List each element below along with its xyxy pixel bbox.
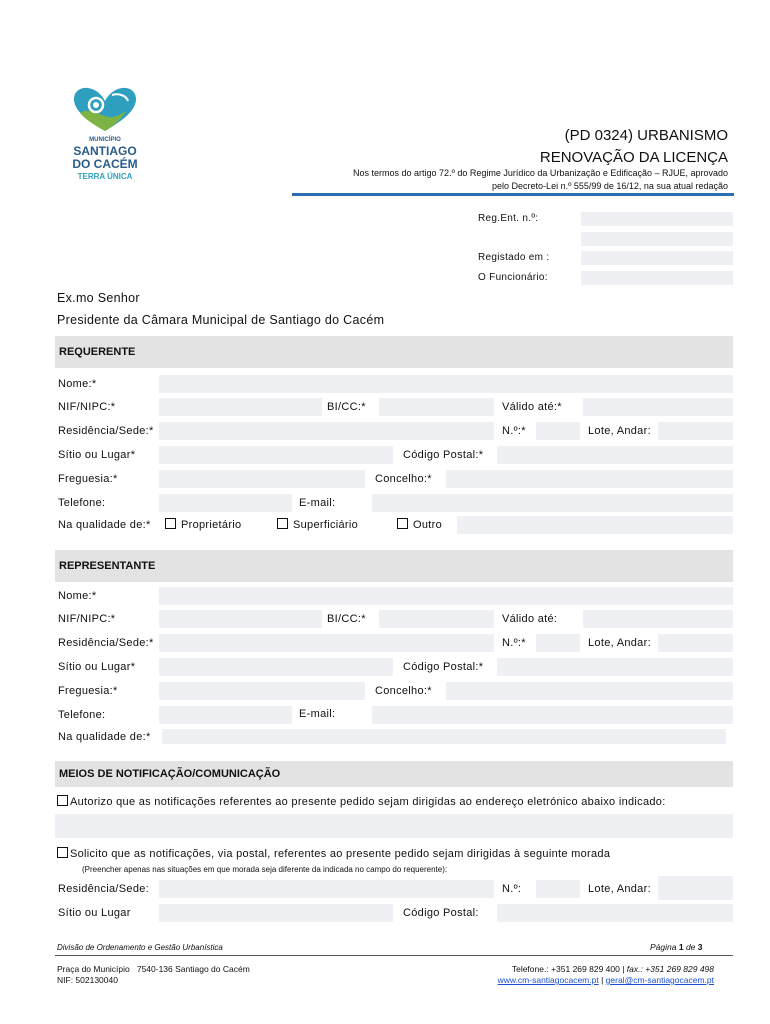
notif-lote-field[interactable] <box>658 876 733 900</box>
footer-phone: Telefone.: +351 269 829 400 | <box>511 964 625 974</box>
rep-residencia-field[interactable] <box>159 634 494 652</box>
header-rule <box>292 193 734 196</box>
rep-concelho-label: Concelho:* <box>375 685 432 697</box>
notif-note: (Preencher apenas nas situações em que morada seja diferente da indicada no campo do requerente): <box>82 865 448 874</box>
footer-rule <box>55 955 733 956</box>
page-number: 1 <box>678 942 684 952</box>
reg-ent-label: Reg.Ent. n.º: <box>478 213 539 224</box>
rep-email-label: E-mail: <box>299 708 336 720</box>
checkbox-icon[interactable] <box>277 518 288 529</box>
logo-heart-icon <box>68 85 142 135</box>
rep-valido-label: Válido até: <box>502 613 558 625</box>
email-link[interactable]: geral@cm-santiagocacem.pt <box>605 975 714 985</box>
notif-email-field[interactable] <box>55 814 733 838</box>
rep-valido-field[interactable] <box>583 610 733 628</box>
rep-sitio-field[interactable] <box>159 658 393 676</box>
reg-ent-field-2[interactable] <box>581 232 733 246</box>
reg-ent-field[interactable] <box>581 212 733 226</box>
req-nome-label: Nome:* <box>58 378 97 390</box>
footer-division: Divisão de Ordenamento e Gestão Urbanística <box>57 943 223 952</box>
footer-links <box>498 975 714 985</box>
website-link[interactable]: www.cm-santiagocacem.pt <box>497 975 599 985</box>
req-nif-field[interactable] <box>159 398 322 416</box>
notif-residencia-field[interactable] <box>159 880 494 898</box>
req-lote-label: Lote, Andar: <box>588 425 651 437</box>
rep-lote-field[interactable] <box>658 634 733 652</box>
requerente-section-header: REQUERENTE <box>55 336 733 368</box>
page-de: de <box>685 942 696 952</box>
notif-sitio-field[interactable] <box>159 904 393 922</box>
registado-em-label: Registado em : <box>478 252 550 263</box>
footer-contacts <box>512 964 714 974</box>
rep-nome-field[interactable] <box>159 587 733 605</box>
req-concelho-label: Concelho:* <box>375 473 432 485</box>
rep-sitio-label: Sítio ou Lugar* <box>58 661 136 673</box>
opt-outro-label: Outro <box>413 519 443 531</box>
funcionario-field[interactable] <box>581 271 733 285</box>
notif-codigo-postal-label: Código Postal: <box>403 907 479 919</box>
notif-numero-field[interactable] <box>536 880 580 898</box>
checkbox-icon[interactable] <box>165 518 176 529</box>
rep-nif-label: NIF/NIPC:* <box>58 613 116 625</box>
rep-qualidade-field[interactable] <box>162 729 726 744</box>
checkbox-icon[interactable] <box>57 847 68 858</box>
document-subtitle: RENOVAÇÃO DA LICENÇA <box>539 149 728 166</box>
rep-nif-field[interactable] <box>159 610 322 628</box>
registado-em-field[interactable] <box>581 251 733 265</box>
req-telefone-label: Telefone: <box>58 497 106 509</box>
addressee-salutation: Ex.mo Senhor <box>57 291 140 305</box>
representante-section-header: REPRESENTANTE <box>55 550 733 582</box>
req-opt-superficiario[interactable] <box>277 518 358 531</box>
rep-freguesia-label: Freguesia:* <box>58 685 118 697</box>
footer-page-indicator <box>650 942 703 952</box>
funcionario-label: O Funcionário: <box>478 272 548 283</box>
rep-freguesia-field[interactable] <box>159 682 365 700</box>
logo-do-cacem: DO CACÉM <box>72 157 138 171</box>
req-nif-label: NIF/NIPC:* <box>58 401 116 413</box>
opt-superficiario-label: Superficiário <box>293 519 359 531</box>
req-codigo-postal-field[interactable] <box>497 446 733 464</box>
req-freguesia-label: Freguesia:* <box>58 473 118 485</box>
rep-email-field[interactable] <box>372 706 733 724</box>
notif-numero-label: N.º: <box>502 883 522 895</box>
rep-numero-field[interactable] <box>536 634 580 652</box>
notif-lote-label: Lote, Andar: <box>588 883 651 895</box>
checkbox-icon[interactable] <box>397 518 408 529</box>
req-valido-label: Válido até:* <box>502 401 562 413</box>
rep-lote-label: Lote, Andar: <box>588 637 651 649</box>
notif-opt-email[interactable] <box>57 795 666 808</box>
req-valido-field[interactable] <box>583 398 733 416</box>
req-nome-field[interactable] <box>159 375 733 393</box>
addressee-recipient: Presidente da Câmara Municipal de Santiago do Cacém <box>57 313 385 327</box>
notif-opt-email-label: Autorizo que as notificações referentes ao presente pedido sejam dirigidas ao endereço eletrónico abaixo indicado: <box>70 796 666 808</box>
rep-codigo-postal-field[interactable] <box>497 658 733 676</box>
rep-codigo-postal-label: Código Postal:* <box>403 661 484 673</box>
req-qualidade-label: Na qualidade de:* <box>58 519 151 531</box>
footer-fax: fax.: +351 269 829 498 <box>626 964 714 974</box>
req-bicc-field[interactable] <box>379 398 494 416</box>
footer-link-separator: | <box>598 975 604 985</box>
notif-codigo-postal-field[interactable] <box>497 904 733 922</box>
municipality-logo <box>60 85 150 185</box>
req-opt-outro[interactable] <box>397 518 442 531</box>
req-opt-proprietario[interactable] <box>165 518 241 531</box>
opt-proprietario-label: Proprietário <box>181 519 242 531</box>
checkbox-icon[interactable] <box>57 795 68 806</box>
footer-address: Praça do Município 7540-136 Santiago do Cacém <box>57 964 250 974</box>
req-residencia-field[interactable] <box>159 422 494 440</box>
rep-qualidade-label: Na qualidade de:* <box>58 731 151 743</box>
req-residencia-label: Residência/Sede:* <box>58 425 154 437</box>
req-codigo-postal-label: Código Postal:* <box>403 449 484 461</box>
legal-basis-line1: Nos termos do artigo 72.º do Regime Jurídico da Urbanização e Edificação – RJUE, aprovado <box>353 168 728 178</box>
rep-telefone-field[interactable] <box>159 706 292 724</box>
rep-bicc-label: BI/CC:* <box>327 613 366 625</box>
logo-tagline: TERRA ÚNICA <box>77 172 133 181</box>
rep-bicc-field[interactable] <box>379 610 494 628</box>
logo-municipio: MUNICÍPIO <box>89 137 121 143</box>
document-code-title: (PD 0324) URBANISMO <box>564 127 728 144</box>
req-sitio-label: Sítio ou Lugar* <box>58 449 136 461</box>
logo-santiago: SANTIAGO <box>73 144 137 158</box>
footer-nif: NIF: 502130040 <box>57 975 118 985</box>
page-label: Página <box>650 942 677 952</box>
req-sitio-field[interactable] <box>159 446 393 464</box>
rep-concelho-field[interactable] <box>446 682 733 700</box>
req-email-label: E-mail: <box>299 497 336 509</box>
page-total: 3 <box>697 942 703 952</box>
req-numero-field[interactable] <box>536 422 580 440</box>
rep-residencia-label: Residência/Sede:* <box>58 637 154 649</box>
notif-opt-postal-label: Solicito que as notificações, via postal, referentes ao presente pedido sejam dirigidas à seguinte morada <box>70 848 611 860</box>
req-concelho-field[interactable] <box>446 470 733 488</box>
req-outro-field[interactable] <box>457 516 733 534</box>
req-freguesia-field[interactable] <box>159 470 365 488</box>
notif-sitio-label: Sítio ou Lugar <box>58 907 131 919</box>
rep-telefone-label: Telefone: <box>58 709 106 721</box>
req-bicc-label: BI/CC:* <box>327 401 366 413</box>
notif-opt-postal[interactable] <box>57 847 610 860</box>
rep-nome-label: Nome:* <box>58 590 97 602</box>
rep-numero-label: N.º:* <box>502 637 526 649</box>
req-telefone-field[interactable] <box>159 494 292 512</box>
notificacao-section-header: MEIOS DE NOTIFICAÇÃO/COMUNICAÇÃO <box>55 761 733 787</box>
legal-basis-line2: pelo Decreto-Lei n.º 555/99 de 16/12, na sua atual redação <box>492 181 728 191</box>
notif-residencia-label: Residência/Sede: <box>58 883 150 895</box>
req-numero-label: N.º:* <box>502 425 526 437</box>
req-lote-field[interactable] <box>658 422 733 440</box>
req-email-field[interactable] <box>372 494 733 512</box>
